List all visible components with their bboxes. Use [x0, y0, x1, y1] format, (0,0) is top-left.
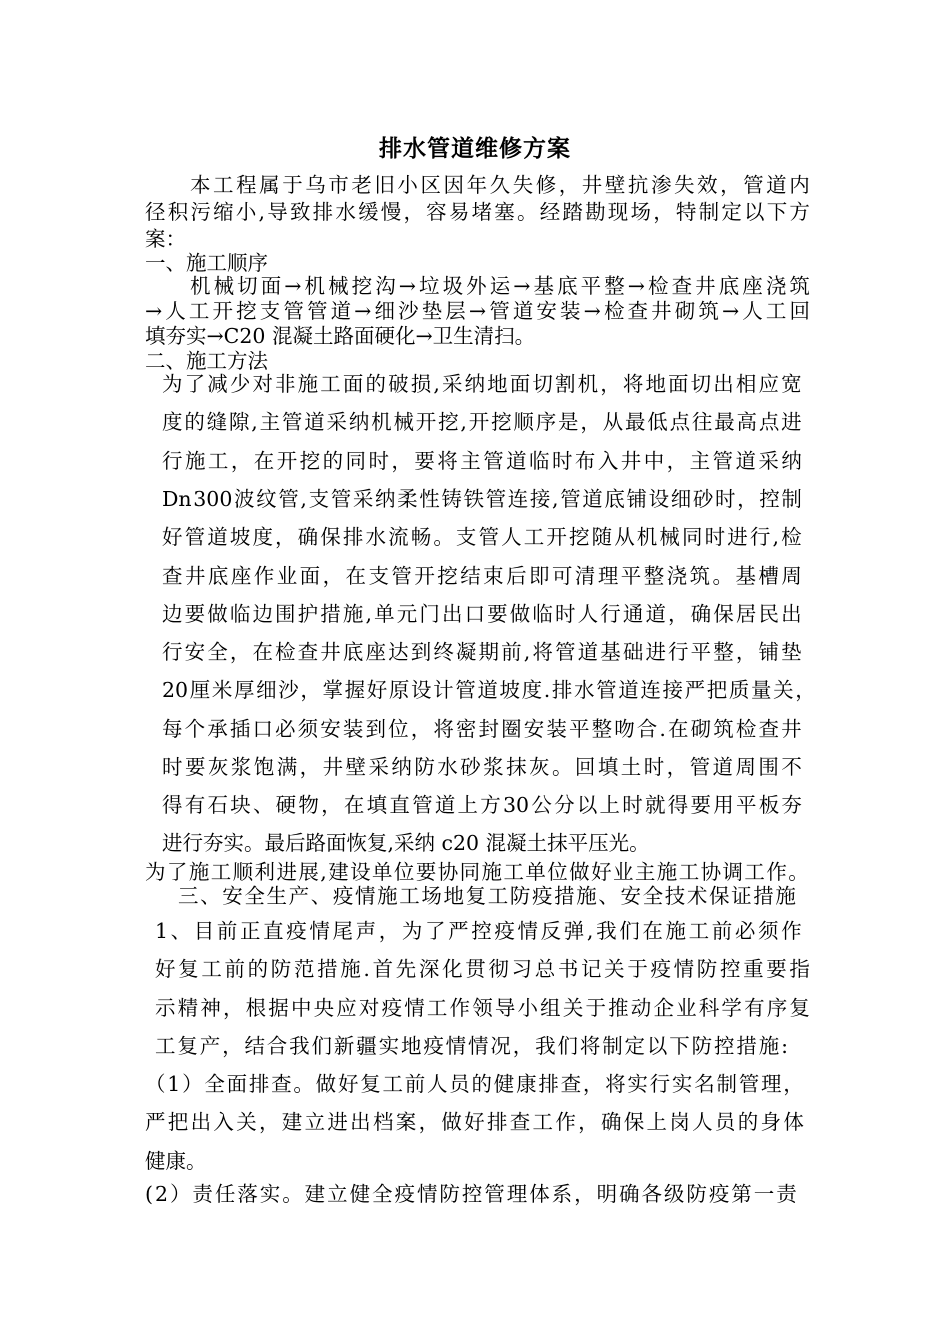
section-heading: 三 、 安 全 生 产 、 疫 情 施 工 场 地 复 工 防 疫 措 施 、 安 全 技 术 保 证 措 施 — [178, 884, 796, 908]
body-line: 工 复 产 ， 结 合 我 们 新 疆 实 地 疫 情 情 况 ， 我 们 将 制 定 以 下 防 控 措 施 : — [155, 1034, 788, 1058]
document-title: 排水管道维修方案 — [379, 136, 571, 162]
list-item-line: 严 把 出 入 关 ， 建 立 进 出 档 案 ， 做 好 排 查 工 作 ， 确 保 上 岗 人 员 的 身 体 — [145, 1110, 804, 1134]
body-line: 机 械 切 面 → 机 械 挖 沟 → 垃 圾 外 运 → 基 底 平 整 → 检 查 井 底 座 浇 筑 — [190, 274, 810, 298]
intro-line: 本 工 程 属 于 乌 市 老 旧 小 区 因 年 久 失 修 ， 井 壁 抗 渗 失 效 ， 管 道 内 — [190, 173, 810, 197]
body-line: 填夯实→C20 混凝土路面硬化→卫生清扫。 — [145, 324, 536, 348]
body-line: → 人 工 开 挖 支 管 管 道 → 细 沙 垫 层 → 管 道 安 装 → 检 查 井 砌 筑 → 人 工 回 — [145, 299, 810, 323]
body-line: 好 管 道 坡 度 ， 确 保 排 水 流 畅 。 支 管 人 工 开 挖 随 从 机 械 同 时 进 行 , 检 — [162, 525, 802, 549]
closing-line: 为 了 施 工 顺 利 进 展 , 建 设 单 位 要 协 同 施 工 单 位 做 好 业 主 施 工 协 调 工 作 。 — [145, 860, 809, 884]
intro-line: 案： — [145, 227, 186, 251]
body-line: 行 施 工 ， 在 开 挖 的 同 时 ， 要 将 主 管 道 临 时 布 入 井 中 ， 主 管 道 采 纳 — [162, 449, 802, 473]
body-line: 查 井 底 座 作 业 面 ， 在 支 管 开 挖 结 束 后 即 可 清 理 平 整 浇 筑 。 基 槽 周 — [162, 564, 802, 588]
body-line: Dn 300 波 纹 管 , 支 管 采 纳 柔 性 铸 铁 管 连 接 , 管 道 底 铺 设 细 砂 时 ， 控 制 — [162, 487, 802, 511]
body-line: 得 有 石 块 、 硬 物 ， 在 填 直 管 道 上 方 30 公 分 以 上 时 就 得 要 用 平 板 夯 — [162, 793, 802, 817]
list-item-line: ( 2 ） 责 任 落 实 。 建 立 健 全 疫 情 防 控 管 理 体 系 ， 明 确 各 级 防 疫 第 一 责 — [145, 1182, 797, 1206]
body-line: 为 了 减 少 对 非 施 工 面 的 破 损 , 采 纳 地 面 切 割 机 ， 将 地 面 切 出 相 应 宽 — [162, 372, 802, 396]
intro-line: 径 积 污 缩 小 , 导 致 排 水 缓 慢 ， 容 易 堵 塞 。 经 踏 勘 现 场 ， 特 制 定 以 下 方 — [145, 200, 810, 224]
body-line: 行 安 全 ， 在 检 查 井 底 座 达 到 终 凝 期 前 , 将 管 道 基 础 进 行 平 整 ， 铺 垫 — [162, 640, 802, 664]
body-line: 20 厘 米 厚 细 沙 ， 掌 握 好 原 设 计 管 道 坡 度 . 排 水 管 道 连 接 严 把 质 量 关 ， — [162, 678, 816, 702]
body-line: 好 复 工 前 的 防 范 措 施 . 首 先 深 化 贯 彻 习 总 书 记 关 于 疫 情 防 控 重 要 指 — [155, 957, 810, 981]
body-line: 边 要 做 临 边 围 护 措 施 , 单 元 门 出 口 要 做 临 时 人 行 通 道 ， 确 保 居 民 出 — [162, 602, 802, 626]
list-item-line: 健康。 — [145, 1149, 207, 1173]
section-heading: 一、施工顺序 — [145, 251, 268, 275]
body-line: 进行夯实。最后路面恢复,采纳 c20 混凝土抹平压光。 — [162, 831, 650, 855]
body-line: 示 精 神 ， 根 据 中 央 应 对 疫 情 工 作 领 导 小 组 关 于 推 动 企 业 科 学 有 序 复 — [155, 996, 810, 1020]
body-line: 1 、 目 前 正 直 疫 情 尾 声 ， 为 了 严 控 疫 情 反 弹 , 我 们 在 施 工 前 必 须 作 — [155, 919, 802, 943]
body-line: 时 要 灰 浆 饱 满 ， 井 壁 采 纳 防 水 砂 浆 抹 灰 。 回 填 土 时 ， 管 道 周 围 不 — [162, 755, 802, 779]
body-line: 每 个 承 插 口 必 须 安 装 到 位 ， 将 密 封 圈 安 装 平 整 吻 合 . 在 砌 筑 检 查 井 — [162, 717, 802, 741]
body-line: 度 的 缝 隙 , 主 管 道 采 纳 机 械 开 挖 , 开 挖 顺 序 是 ， 从 最 低 点 往 最 高 点 进 — [162, 410, 802, 434]
section-heading: 二、施工方法 — [145, 349, 268, 373]
list-item-line: （ 1 ） 全 面 排 查 。 做 好 复 工 前 人 员 的 健 康 排 查 ， 将 实 行 实 名 制 管 理 ， — [145, 1072, 804, 1096]
